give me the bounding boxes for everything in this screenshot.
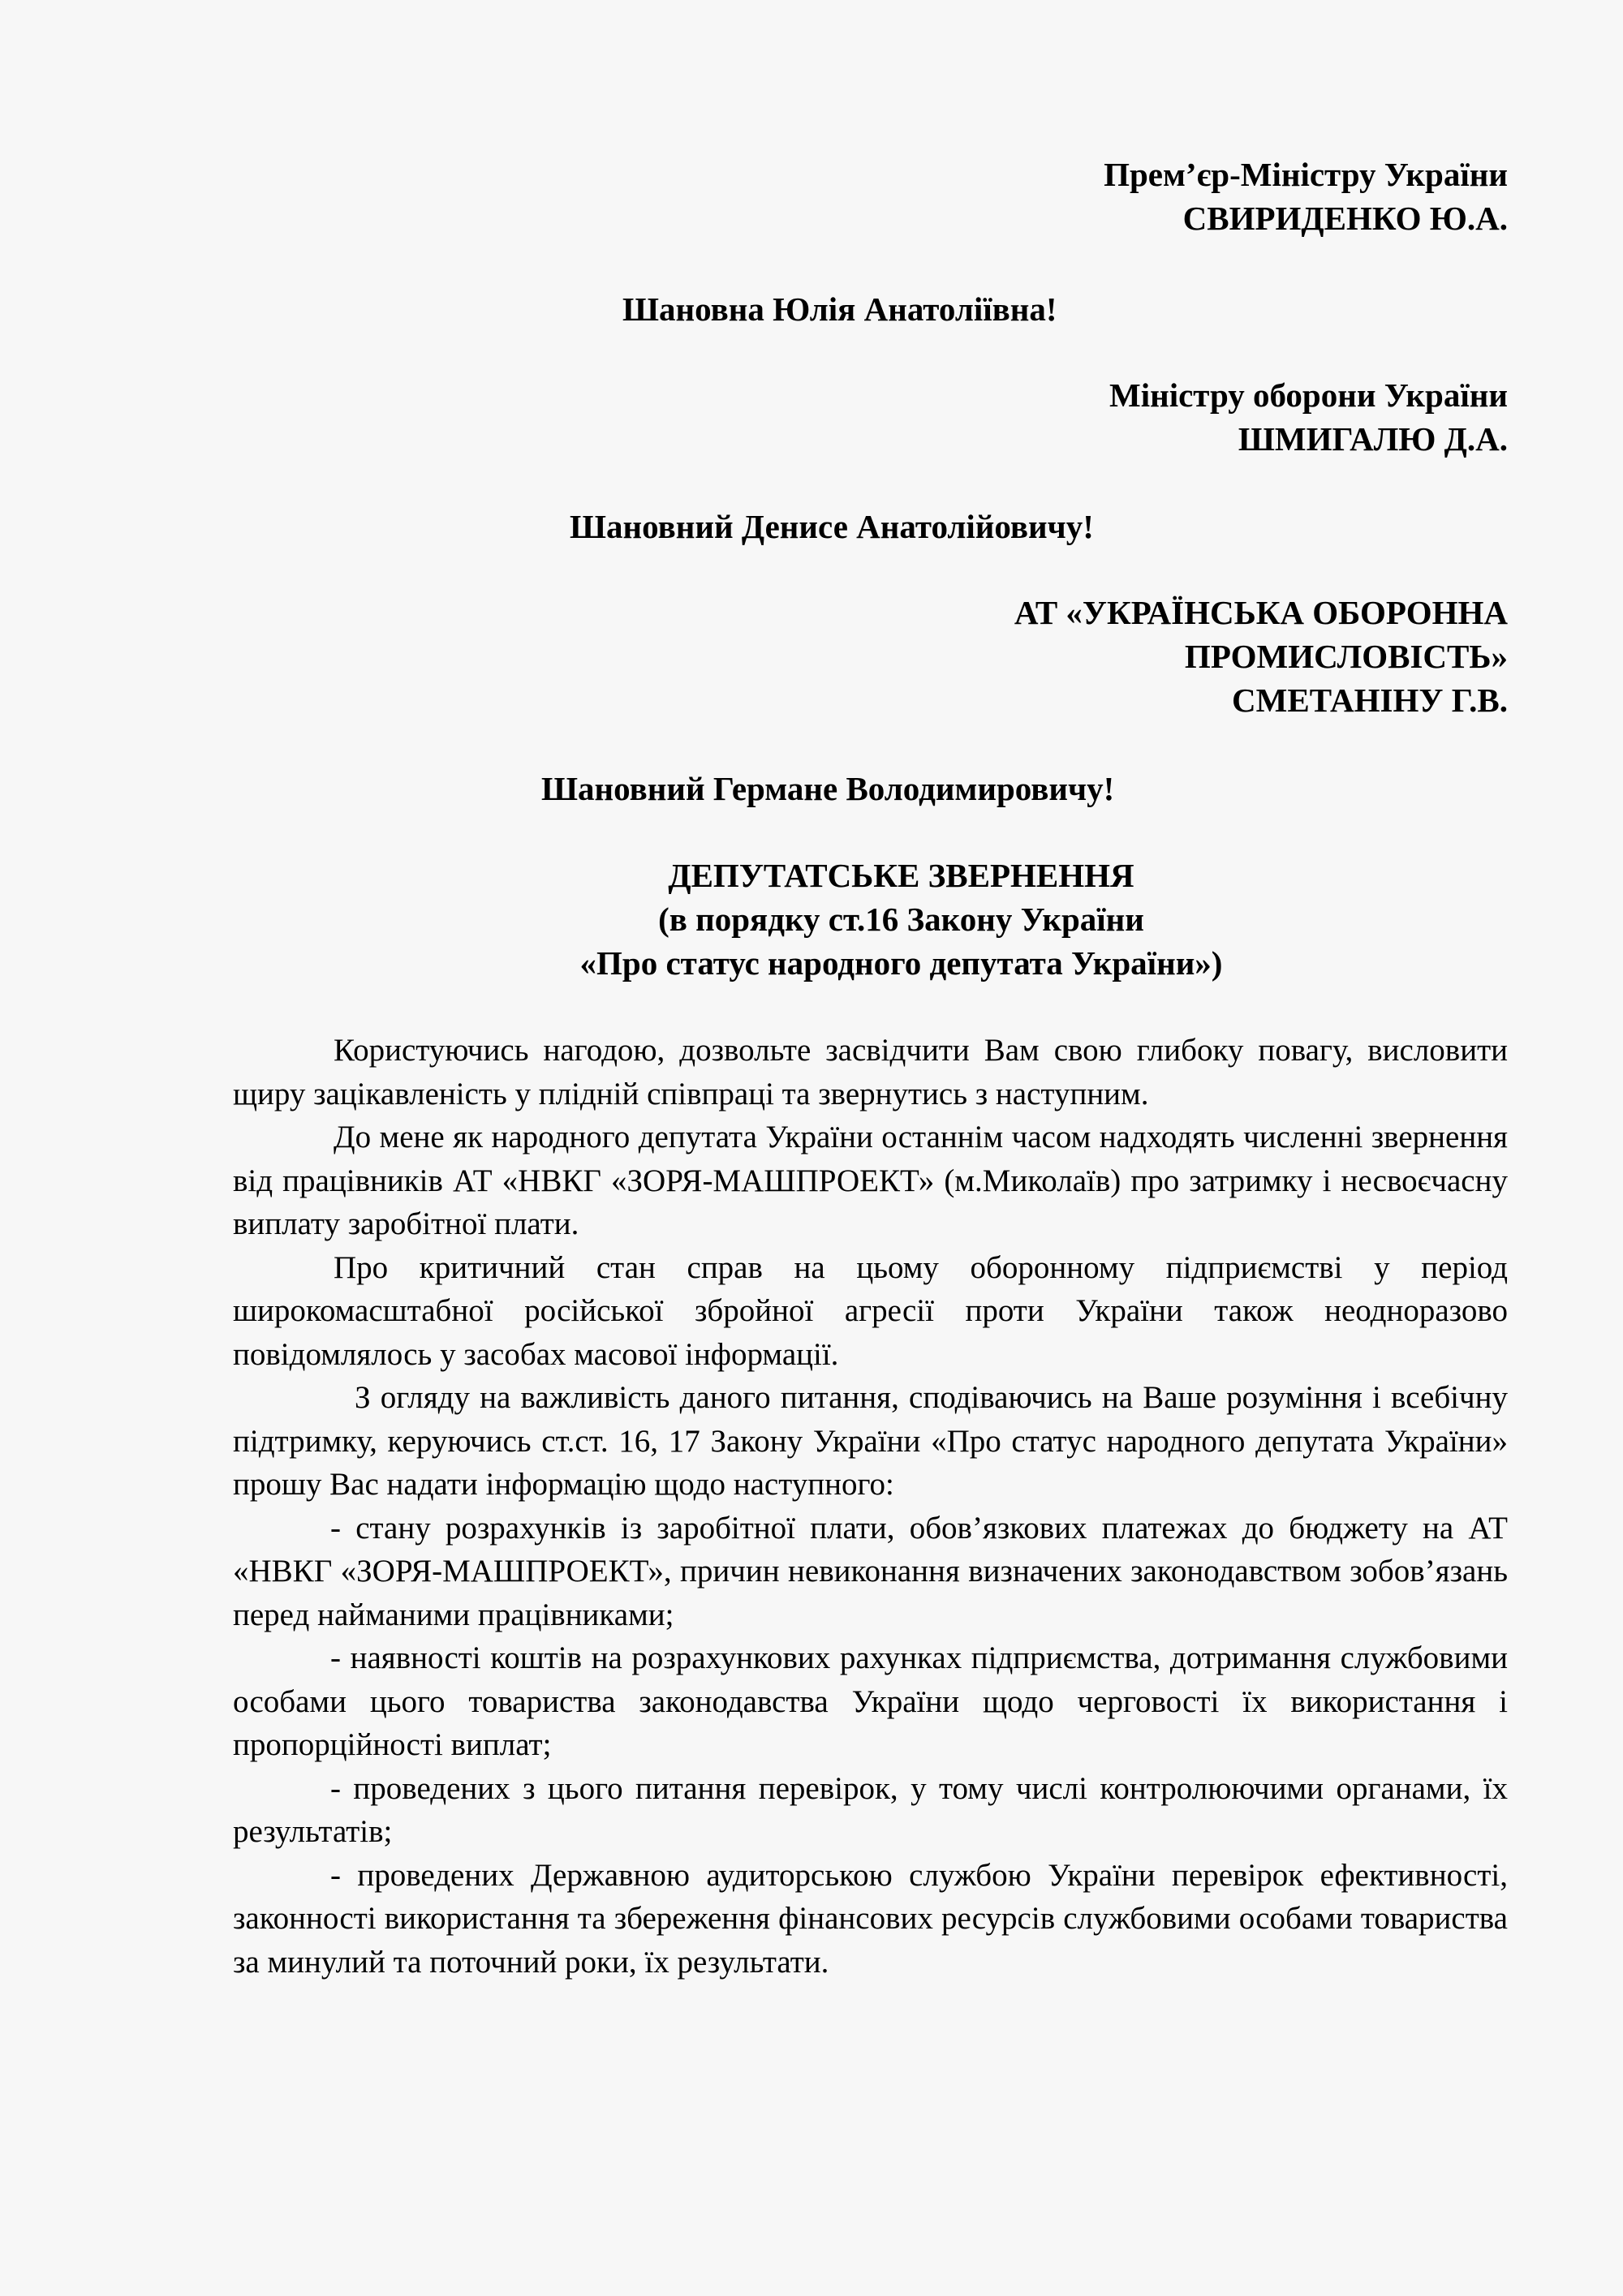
addressee-title: Міністру оборони України — [1109, 376, 1508, 414]
request-item: - проведених Державною аудиторською службою України перевірок ефективності, законності використання та збереження фінансових ресурсів службовими особами товариства за минулий та поточний роки, їх результати. — [233, 1857, 1508, 1980]
addressee-name: СВИРИДЕНКО Ю.А. — [1182, 200, 1508, 237]
paragraph: Про критичний стан справ на цьому оборонному підприємстві у період широкомасштабної російської збройної агресії проти України також неодноразово повідомлялось у засобах масової інформації. — [233, 1249, 1508, 1372]
greeting-ukroboronprom: Шановний Германе Володимировичу! — [541, 770, 1115, 807]
title-line-2: (в порядку ст.16 Закону України — [658, 901, 1144, 938]
title-line-3: «Про статус народного депутата України») — [579, 944, 1223, 982]
paragraph: До мене як народного депутата України останнім часом надходять численні звернення від працівників АТ «НВКГ «ЗОРЯ-МАШПРОЕКТ» (м.Миколаїв) про затримку і несвоєчасну виплату заробітної плати. — [233, 1120, 1508, 1241]
greeting-prime-minister: Шановна Юлія Анатоліївна! — [622, 290, 1057, 328]
addressee-defense-minister — [233, 373, 1508, 461]
addressee-name: СМЕТАНІНУ Г.В. — [1232, 681, 1508, 719]
paragraph: З огляду на важливість даного питання, сподіваючись на Ваше розуміння і всебічну підтримку, керуючись ст.ст. 16, 17 Закону України «Про статус народного депутата України» прошу Вас надати інформацію щодо наступного: — [233, 1380, 1508, 1502]
letter-body — [233, 1029, 1508, 1984]
request-item: - наявності коштів на розрахункових рахунках підприємства, дотримання службовими особами цього товариства законодавства України щодо черговості їх використання і пропорційності виплат; — [233, 1640, 1508, 1762]
addressee-ukroboronprom — [233, 591, 1508, 722]
request-item: - проведених з цього питання перевірок, у тому числі контролюючими органами, їх результатів; — [233, 1770, 1508, 1849]
addressee-company-cont: ПРОМИСЛОВІСТЬ» — [1184, 638, 1508, 675]
addressee-name: ШМИГАЛЮ Д.А. — [1238, 420, 1508, 458]
addressee-prime-minister — [233, 153, 1508, 240]
addressee-company: АТ «УКРАЇНСЬКА ОБОРОННА — [1014, 594, 1508, 631]
document-title — [233, 853, 1508, 985]
paragraph: Користуючись нагодою, дозвольте засвідчити Вам свою глибоку повагу, висловити щиру зацікавленість у плідній співпраці та звернутись з наступним. — [233, 1033, 1508, 1111]
title-line-1: ДЕПУТАТСЬКЕ ЗВЕРНЕННЯ — [668, 857, 1134, 894]
greeting-defense-minister: Шановний Денисе Анатолійовичу! — [570, 508, 1094, 545]
request-item: - стану розрахунків із заробітної плати, обов’язкових платежах до бюджету на АТ «НВКГ «ЗОРЯ-МАШПРОЕКТ», причин невиконання визначених законодавством зобов’язань перед найманими працівниками; — [233, 1510, 1508, 1632]
addressee-title: Прем’єр-Міністру України — [1104, 156, 1508, 193]
